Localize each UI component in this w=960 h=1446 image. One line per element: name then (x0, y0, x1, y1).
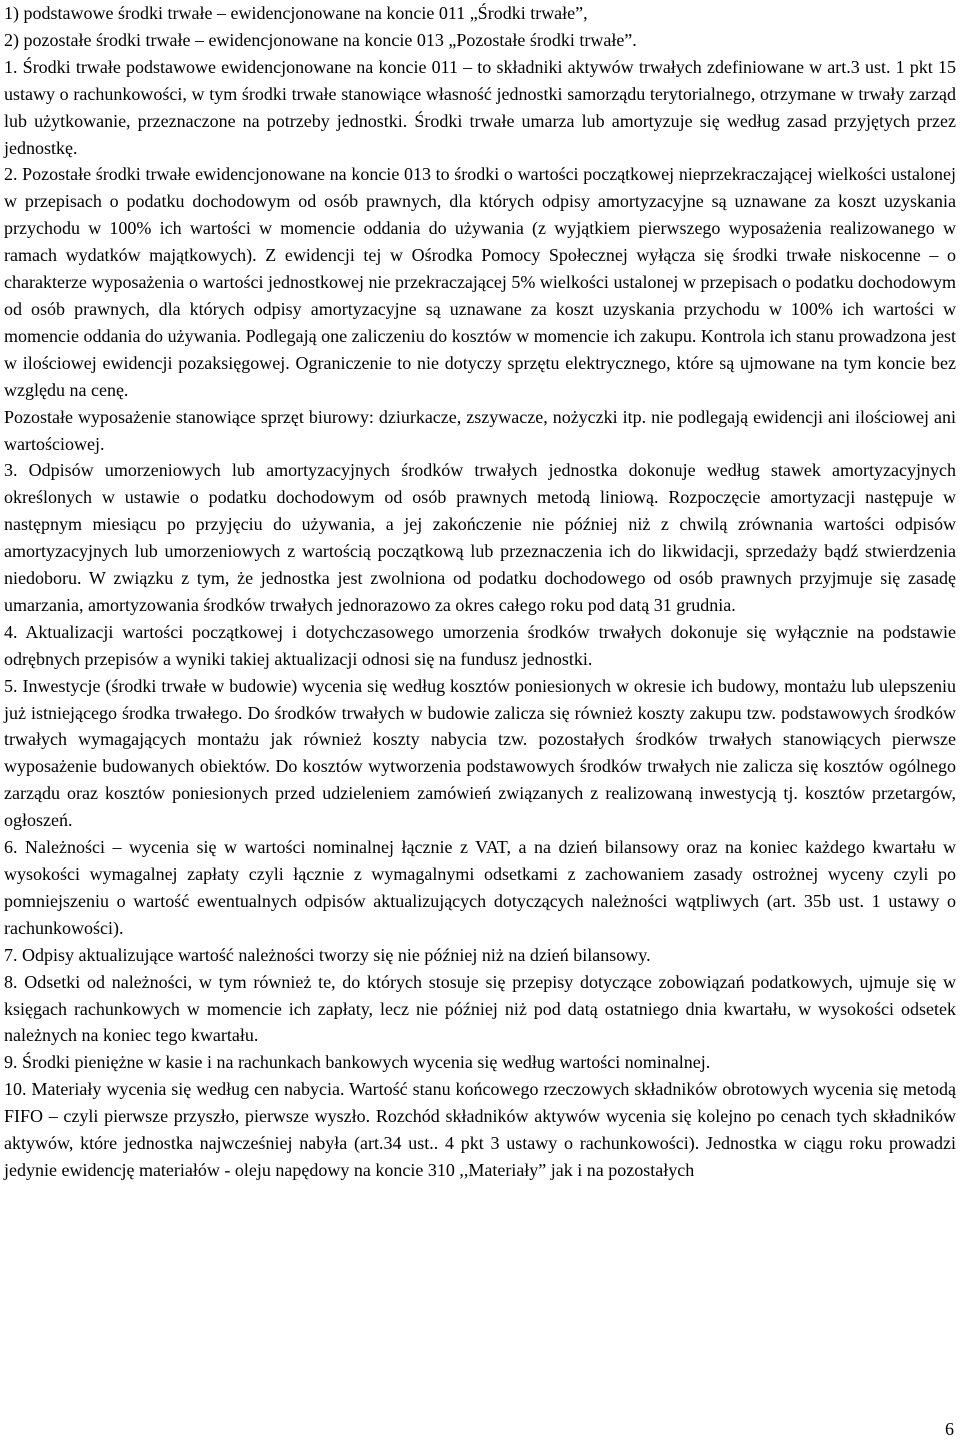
paragraph-6: 6. Należności – wycenia się w wartości nominalnej łącznie z VAT, a na dzień bilansowy oraz na koniec każdego kwartału w wysokości wymagalnej zapłaty czyli łącznie z wymagalnymi odsetkami z zachowaniem zasady ostrożnej wyceny czyli po pomniejszeniu o wartość ewentualnych odpisów aktualizujących dotyczących należności wątpliwych (art. 35b ust. 1 ustawy o rachunkowości). (4, 837, 956, 938)
paragraph-3: 3. Odpisów umorzeniowych lub amortyzacyjnych środków trwałych jednostka dokonuje według stawek amortyzacyjnych określonych w ustawie o podatku dochodowym od osób prawnych metodą liniową. Rozpoczęcie amortyzacji następuje w następnym miesiącu po przyjęciu do używania, a jej zakończenie nie później niż z chwilą zrównania wartości odpisów amortyzacyjnych lub umorzeniowych z wartością początkową lub przeznaczenia ich do likwidacji, sprzedaży bądź stwierdzenia niedoboru. W związku z tym, że jednostka jest zwolniona od podatku dochodowego od osób prawnych przyjmuje się zasadę umarzania, amortyzowania środków trwałych jednorazowo za okres całego roku pod datą 31 grudnia. (4, 460, 956, 615)
paragraph-5: 5. Inwestycje (środki trwałe w budowie) wycenia się według kosztów poniesionych w okresie ich budowy, montażu lub ulepszeniu już istniejącego środka trwałego. Do środków trwałych w budowie zalicza się również koszty zakupu tzw. podstawowych środków trwałych wymagających montażu jak również koszty nabycia tzw. pozostałych środków trwałych stanowiących pierwsze wyposażenie budowanych obiektów. Do kosztów wytworzenia podstawowych środków trwałych nie zalicza się kosztów ogólnego zarządu oraz kosztów poniesionych przed udzieleniem zamówień związanych z realizowaną inwestycją tj. kosztów przetargów, ogłoszeń. (4, 675, 956, 831)
paragraph-office-supplies: Pozostałe wyposażenie stanowiące sprzęt biurowy: dziurkacze, zszywacze, nożyczki itp. nie podlegają ewidencji ani ilościowej ani wartościowej. (4, 406, 956, 454)
page-number: 6 (945, 1419, 954, 1439)
list-item-2: 2) pozostałe środki trwałe – ewidencjonowane na koncie 013 „Pozostałe środki trwałe”. (4, 29, 637, 50)
paragraph-7: 7. Odpisy aktualizujące wartość należności tworzy się nie później niż na dzień bilansowy. (4, 944, 651, 965)
paragraph-2: 2. Pozostałe środki trwałe ewidencjonowane na koncie 013 to środki o wartości początkowej nieprzekraczającej wielkości ustalonej w przepisach o podatku dochodowym od osób prawnych, dla których odpisy amortyzacyjne są uznawane za koszt uzyskania przychodu w 100% ich wartości w momencie oddania do używania (z wyjątkiem pierwszego wyposażenia realizowanego w ramach wydatków majątkowych). Z ewidencji tej w Ośrodka Pomocy Społecznej wyłącza się środki trwałe niskocenne – o charakterze wyposażenia o wartości jednostkowej nie przekraczającej 5% wielkości ustalonej w przepisach o podatku dochodowym od osób prawnych, dla których odpisy amortyzacyjne są uznawane za koszt uzyskania przychodu w 100% ich wartości w momencie oddania do używania. Podlegają one zaliczeniu do kosztów w momencie ich zakupu. Kontrola ich stanu prowadzona jest w ilościowej ewidencji pozaksięgowej. Ograniczenie to nie dotyczy sprzętu elektrycznego, które są ujmowane na tym koncie bez względu na cenę. (4, 164, 956, 400)
list-item-1: 1) podstawowe środki trwałe – ewidencjonowane na koncie 011 „Środki trwałe”, (4, 3, 588, 23)
paragraph-1: 1. Środki trwałe podstawowe ewidencjonowane na koncie 011 – to składniki aktywów trwałych zdefiniowane w art.3 ust. 1 pkt 15 ustawy o rachunkowości, w tym środki trwałe stanowiące własność jednostki samorządu terytorialnego, otrzymane w trwały zarząd lub użytkowanie, przeznaczone na potrzeby jednostki. Środki trwałe umarza lub amortyzuje się według zasad przyjętych przez jednostkę. (4, 56, 956, 158)
paragraph-4: 4. Aktualizacji wartości początkowej i dotychczasowego umorzenia środków trwałych dokonuje się wyłącznie na podstawie odrębnych przepisów a wyniki takiej aktualizacji odnosi się na fundusz jednostki. (4, 621, 956, 669)
paragraph-10: 10. Materiały wycenia się według cen nabycia. Wartość stanu końcowego rzeczowych składników obrotowych wycenia się metodą FIFO – czyli pierwsze przyszło, pierwsze wyszło. Rozchód składników aktywów wycenia się kolejno po cenach tych składników aktywów, które jednostka najwcześniej nabyła (art.34 ust.. 4 pkt 3 ustawy o rachunkowości). Jednostka w ciągu roku prowadzi jedynie ewidencję materiałów - oleju napędowy na koncie 310 ,,Materiały” jak i na pozostałych (4, 1079, 956, 1180)
paragraph-8: 8. Odsetki od należności, w tym również te, do których stosuje się przepisy dotyczące zobowiązań podatkowych, ujmuje się w księgach rachunkowych w momencie ich zapłaty, lecz nie później niż pod datą ostatniego dnia kwartału, w wysokości odsetek należnych na koniec tego kwartału. (4, 971, 956, 1046)
document-page (4, 0, 956, 1184)
paragraph-9: 9. Środki pieniężne w kasie i na rachunkach bankowych wycenia się według wartości nominalnej. (4, 1052, 711, 1073)
